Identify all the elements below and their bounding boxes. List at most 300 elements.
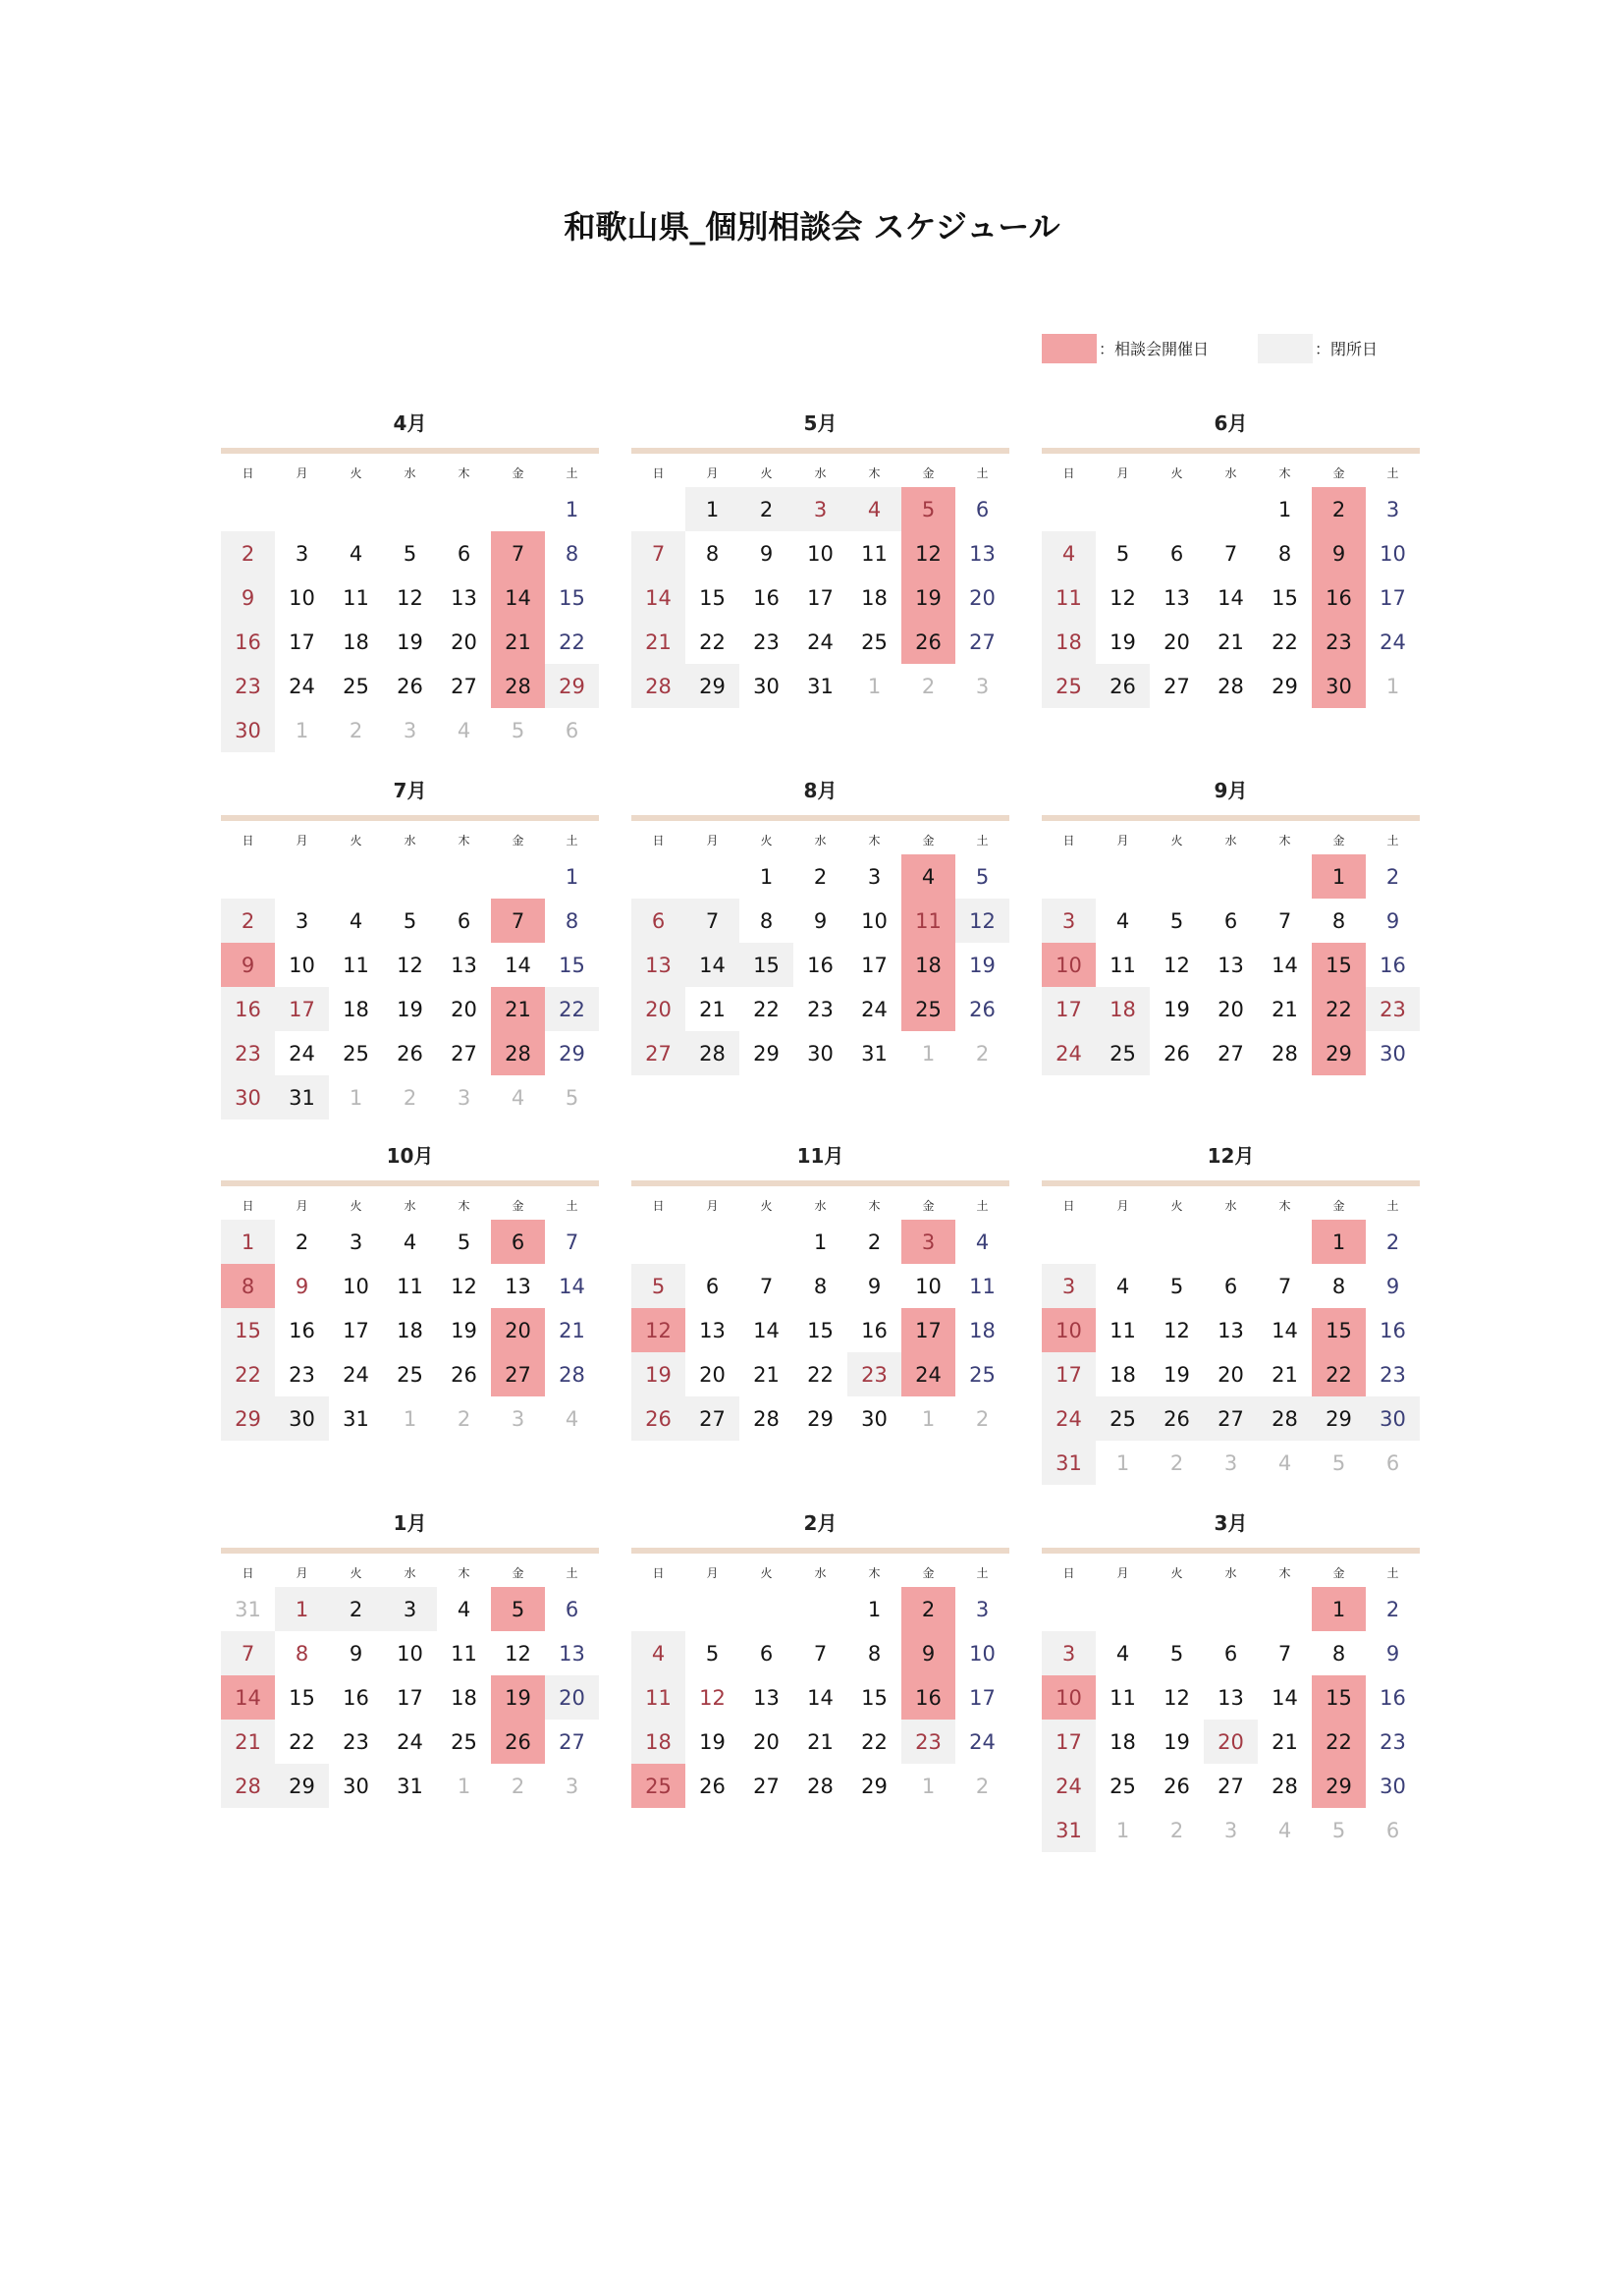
day-cell: 6 [1223,1641,1238,1666]
event-day: 26 [491,1720,545,1764]
weekday-label: 火 [350,466,362,480]
day-cell: 19 [451,1318,477,1342]
day-cell: 14 [753,1318,780,1342]
day-cell: 9 [813,908,828,933]
empty-cell [739,1220,793,1264]
overflow-day: 1 [921,1041,936,1066]
closed-day: 13 [631,943,685,987]
weekday-label: 月 [1116,1199,1129,1213]
day-cell: 8 [1331,1274,1346,1298]
day-cell: 1 [867,1597,882,1621]
day-cell: 12 [1164,953,1190,977]
day-cell: 13 [1218,1318,1244,1342]
weekday-label: 水 [1224,834,1237,847]
day-cell: 2 [295,1230,309,1254]
day-cell: 30 [1380,1041,1406,1066]
day-cell: 29 [861,1774,888,1798]
month-calendar [221,1506,599,1808]
closed-day: 17 [1042,1720,1096,1764]
closed-day: 7 [221,1631,275,1675]
weekday-label: 金 [922,834,935,847]
day-cell: 24 [969,1729,996,1754]
day-cell: 25 [451,1729,477,1754]
day-cell: 18 [861,585,888,610]
day-cell: 16 [1380,1318,1406,1342]
day-cell: 15 [699,585,726,610]
closed-day: 7 [631,531,685,575]
day-grid [631,1587,1009,1808]
weekday-label: 土 [976,466,989,480]
weekday-label: 火 [1170,834,1183,847]
day-cell: 22 [1272,629,1298,654]
closed-day: 24 [1042,1396,1096,1441]
overflow-day: 5 [1331,1450,1346,1475]
closed-day: 3 [1042,899,1096,943]
day-cell: 11 [397,1274,423,1298]
day-cell: 18 [1110,1362,1136,1387]
weekday-label: 金 [922,466,935,480]
weekday-label: 月 [296,1566,308,1580]
event-day: 4 [901,854,955,899]
day-cell: 27 [1164,674,1190,698]
closed-day: 31 [275,1075,329,1120]
month-title: 6月 [1214,411,1248,435]
day-cell: 21 [699,997,726,1021]
event-day: 16 [901,1675,955,1720]
closed-day: 1 [685,487,739,531]
day-cell: 20 [1218,1362,1244,1387]
empty-cell [275,854,329,899]
page-title: 和歌山県_個別相談会 スケジュール [564,208,1060,246]
day-cell: 23 [807,997,834,1021]
day-cell: 25 [343,1041,369,1066]
event-day: 21 [491,987,545,1031]
weekday-label: 土 [1386,1199,1399,1213]
overflow-day: 4 [565,1406,579,1431]
day-cell: 13 [1164,585,1190,610]
day-cell: 19 [1164,1729,1190,1754]
day-cell: 26 [451,1362,477,1387]
overflow-day: 2 [349,718,363,742]
closed-day: 27 [631,1031,685,1075]
empty-cell [221,487,275,531]
day-cell: 3 [975,1597,990,1621]
weekday-label: 金 [512,1199,524,1213]
event-day: 1 [1312,854,1366,899]
day-cell: 6 [1223,908,1238,933]
empty-cell [685,1220,739,1264]
empty-cell [329,487,383,531]
day-cell: 22 [861,1729,888,1754]
event-day: 22 [1312,987,1366,1031]
closed-day: 27 [685,1396,739,1441]
day-cell: 6 [457,541,471,566]
day-cell: 13 [1218,953,1244,977]
event-day: 9 [1312,531,1366,575]
day-grid [221,1220,599,1441]
closed-day: 23 [847,1352,901,1396]
weekday-label: 月 [1116,466,1129,480]
event-day: 30 [1312,664,1366,708]
weekday-header [631,1559,1009,1587]
closed-day: 21 [631,620,685,664]
day-cell: 9 [1385,908,1400,933]
weekday-label: 水 [404,466,416,480]
day-cell: 14 [1272,1685,1298,1710]
overflow-day: 1 [457,1774,471,1798]
month-header-bar [1042,448,1420,454]
weekday-label: 水 [814,466,827,480]
day-cell: 21 [559,1318,585,1342]
day-cell: 10 [1380,541,1406,566]
weekday-label: 土 [976,1566,989,1580]
empty-cell [491,854,545,899]
overflow-day: 2 [975,1774,990,1798]
day-cell: 13 [559,1641,585,1666]
weekday-header [1042,1192,1420,1220]
empty-cell [1150,854,1204,899]
overflow-day: 4 [1277,1818,1292,1842]
day-cell: 18 [451,1685,477,1710]
day-cell: 14 [505,953,531,977]
event-day: 18 [901,943,955,987]
day-cell: 30 [861,1406,888,1431]
legend-closed-label: ：閉所日 [1315,340,1379,358]
day-cell: 22 [807,1362,834,1387]
closed-day: 9 [221,575,275,620]
day-cell: 12 [397,585,423,610]
day-cell: 20 [753,1729,780,1754]
closed-day: 2 [739,487,793,531]
day-cell: 6 [457,908,471,933]
empty-cell [1258,1587,1312,1631]
day-cell: 23 [1380,1362,1406,1387]
event-day: 19 [491,1675,545,1720]
empty-cell [631,487,685,531]
event-day: 7 [491,531,545,575]
month-header-bar [1042,1548,1420,1554]
day-cell: 8 [1331,908,1346,933]
weekday-label: 金 [922,1566,935,1580]
legend [1042,334,1395,363]
weekday-label: 木 [868,466,881,480]
weekday-label: 金 [1332,834,1345,847]
day-cell: 10 [397,1641,423,1666]
day-cell: 21 [807,1729,834,1754]
day-cell: 6 [565,1597,579,1621]
day-cell: 17 [969,1685,996,1710]
day-cell: 26 [969,997,996,1021]
day-cell: 24 [861,997,888,1021]
day-cell: 21 [753,1362,780,1387]
day-grid [1042,854,1420,1075]
day-cell: 22 [559,629,585,654]
day-cell: 17 [1380,585,1406,610]
weekday-label: 日 [242,466,254,480]
day-cell: 5 [1169,1274,1184,1298]
day-cell: 27 [1218,1041,1244,1066]
closed-day: 26 [631,1396,685,1441]
weekday-label: 水 [1224,1566,1237,1580]
closed-day: 29 [1312,1396,1366,1441]
day-cell: 18 [343,629,369,654]
event-day: 12 [631,1308,685,1352]
month-title: 2月 [803,1511,838,1535]
weekday-label: 土 [566,1566,578,1580]
weekday-label: 土 [566,466,578,480]
event-day: 14 [491,575,545,620]
overflow-day: 6 [1385,1450,1400,1475]
event-day: 2 [1312,487,1366,531]
day-cell: 18 [969,1318,996,1342]
month-calendar [221,407,599,752]
weekday-label: 水 [1224,466,1237,480]
day-cell: 24 [289,1041,315,1066]
day-cell: 12 [1164,1685,1190,1710]
empty-cell [1042,1220,1096,1264]
closed-day: 29 [545,664,599,708]
day-cell: 24 [343,1362,369,1387]
day-cell: 5 [1115,541,1130,566]
day-cell: 8 [295,1641,309,1666]
closed-day: 28 [221,1764,275,1808]
event-day: 22 [1312,1720,1366,1764]
day-cell: 8 [813,1274,828,1298]
day-cell: 6 [1169,541,1184,566]
closed-day: 3 [1042,1264,1096,1308]
weekday-label: 土 [1386,1566,1399,1580]
closed-day: 23 [901,1720,955,1764]
month-title: 10月 [386,1144,434,1168]
closed-day: 20 [631,987,685,1031]
closed-day: 6 [631,899,685,943]
overflow-day: 3 [975,674,990,698]
day-cell: 26 [397,674,423,698]
month-calendar [631,1506,1009,1808]
day-cell: 15 [861,1685,888,1710]
closed-day: 12 [955,899,1009,943]
event-day: 2 [901,1587,955,1631]
empty-cell [793,1587,847,1631]
overflow-day: 1 [921,1774,936,1798]
event-day: 15 [1312,943,1366,987]
day-cell: 18 [397,1318,423,1342]
empty-cell [1096,854,1150,899]
day-cell: 5 [975,864,990,889]
event-day: 15 [1312,1308,1366,1352]
weekday-label: 土 [1386,466,1399,480]
day-cell: 13 [505,1274,531,1298]
weekday-label: 水 [814,1199,827,1213]
day-cell: 22 [753,997,780,1021]
weekday-label: 火 [1170,1566,1183,1580]
day-grid [631,487,1009,708]
empty-cell [329,854,383,899]
day-cell: 21 [1272,1729,1298,1754]
weekday-label: 日 [242,1199,254,1213]
weekday-label: 火 [350,1199,362,1213]
closed-day: 30 [221,708,275,752]
day-cell: 24 [289,674,315,698]
month-calendar [631,407,1009,708]
empty-cell [1042,487,1096,531]
closed-day: 28 [631,664,685,708]
closed-day: 29 [275,1764,329,1808]
day-cell: 5 [705,1641,720,1666]
day-cell: 19 [1164,997,1190,1021]
day-grid [221,1587,599,1808]
event-day: 24 [901,1352,955,1396]
empty-cell [1204,854,1258,899]
day-cell: 11 [1110,1318,1136,1342]
day-cell: 28 [559,1362,585,1387]
weekday-label: 木 [1278,834,1291,847]
weekday-label: 日 [652,834,665,847]
closed-day: 29 [221,1396,275,1441]
weekday-label: 火 [1170,466,1183,480]
closed-day: 30 [275,1396,329,1441]
day-cell: 3 [349,1230,363,1254]
empty-cell [1150,487,1204,531]
empty-cell [437,487,491,531]
day-cell: 21 [1272,997,1298,1021]
overflow-day: 2 [1169,1450,1184,1475]
day-cell: 12 [505,1641,531,1666]
day-cell: 16 [807,953,834,977]
day-cell: 8 [1277,541,1292,566]
weekday-label: 月 [296,834,308,847]
overflow-day: 1 [1115,1450,1130,1475]
day-cell: 15 [289,1685,315,1710]
day-cell: 12 [1164,1318,1190,1342]
event-day: 5 [901,487,955,531]
day-cell: 24 [397,1729,423,1754]
day-cell: 12 [451,1274,477,1298]
weekday-label: 木 [1278,466,1291,480]
overflow-day: 4 [1277,1450,1292,1475]
day-cell: 23 [343,1729,369,1754]
closed-day: 14 [631,575,685,620]
day-cell: 4 [457,1597,471,1621]
closed-day: 22 [545,987,599,1031]
day-cell: 24 [1380,629,1406,654]
day-cell: 6 [1223,1274,1238,1298]
day-cell: 22 [289,1729,315,1754]
weekday-label: 日 [1062,834,1075,847]
overflow-day: 1 [921,1406,936,1431]
day-cell: 21 [1218,629,1244,654]
month-header-bar [1042,1180,1420,1186]
day-cell: 13 [753,1685,780,1710]
empty-cell [1096,1587,1150,1631]
overflow-day: 5 [511,718,525,742]
closed-day: 20 [545,1675,599,1720]
empty-cell [383,487,437,531]
closed-day: 18 [631,1720,685,1764]
closed-day: 29 [685,664,739,708]
weekday-label: 金 [1332,1566,1345,1580]
day-cell: 26 [699,1774,726,1798]
day-cell: 17 [807,585,834,610]
day-cell: 10 [289,585,315,610]
weekday-header [1042,1559,1420,1587]
closed-day: 19 [631,1352,685,1396]
overflow-day: 31 [235,1597,261,1621]
empty-cell [1150,1587,1204,1631]
closed-day: 24 [1042,1764,1096,1808]
closed-day: 4 [1042,531,1096,575]
day-cell: 28 [807,1774,834,1798]
empty-cell [685,1587,739,1631]
day-cell: 6 [705,1274,720,1298]
event-day: 5 [491,1587,545,1631]
day-cell: 22 [699,629,726,654]
overflow-day: 2 [511,1774,525,1798]
closed-day: 16 [221,987,275,1031]
overflow-day: 1 [349,1085,363,1110]
event-day: 11 [901,899,955,943]
day-cell: 27 [969,629,996,654]
month-title: 9月 [1214,779,1248,802]
month-title: 1月 [393,1511,427,1535]
day-cell: 14 [1272,953,1298,977]
event-day: 6 [491,1220,545,1264]
day-cell: 11 [343,953,369,977]
weekday-label: 月 [296,466,308,480]
closed-day: 4 [631,1631,685,1675]
day-cell: 25 [1110,1774,1136,1798]
overflow-day: 3 [1223,1818,1238,1842]
day-cell: 27 [559,1729,585,1754]
day-cell: 9 [867,1274,882,1298]
month-title: 4月 [393,411,427,435]
event-day: 25 [901,987,955,1031]
month-calendar [1042,1139,1420,1485]
event-day: 10 [1042,1308,1096,1352]
day-cell: 8 [867,1641,882,1666]
day-cell: 9 [1385,1274,1400,1298]
month-title: 12月 [1207,1144,1255,1168]
empty-cell [491,487,545,531]
empty-cell [631,1587,685,1631]
closed-day: 2 [329,1587,383,1631]
day-cell: 4 [403,1230,417,1254]
weekday-label: 土 [1386,834,1399,847]
closed-day: 18 [1042,620,1096,664]
day-cell: 2 [1385,864,1400,889]
overflow-day: 3 [511,1406,525,1431]
legend-closed-swatch [1258,334,1313,363]
day-cell: 25 [343,674,369,698]
closed-day: 15 [221,1308,275,1352]
day-cell: 23 [1380,1729,1406,1754]
day-cell: 30 [807,1041,834,1066]
day-cell: 29 [753,1041,780,1066]
day-grid [1042,1220,1420,1485]
closed-day: 23 [221,1031,275,1075]
overflow-day: 1 [403,1406,417,1431]
day-cell: 24 [807,629,834,654]
day-cell: 5 [403,541,417,566]
overflow-day: 4 [457,718,471,742]
day-cell: 2 [1385,1230,1400,1254]
closed-day: 30 [221,1075,275,1120]
weekday-label: 日 [1062,466,1075,480]
closed-day: 4 [847,487,901,531]
day-cell: 11 [451,1641,477,1666]
weekday-header [631,827,1009,854]
closed-day: 3 [793,487,847,531]
